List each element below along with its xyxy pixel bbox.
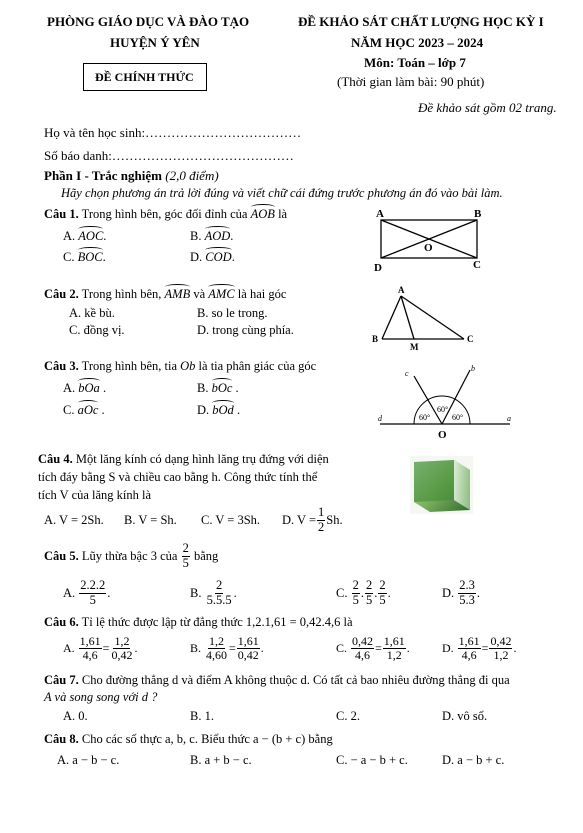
q4-line1: Câu 4. Một lăng kính có dạng hình lăng trụ đứng với diện — [38, 452, 329, 466]
q1-label: Câu 1. — [44, 207, 79, 221]
q1-fig-label-a: A — [376, 208, 384, 220]
q3-fig-label-b: b — [471, 364, 475, 373]
q3-fig-angle-3: 60° — [452, 413, 464, 422]
q6-option-d: D. $\frac{1,61}{4,6}$ = $\frac{0,42}{1,2}$ . — [442, 634, 517, 663]
department-name: PHÒNG GIÁO DỤC VÀ ĐÀO TẠO — [47, 14, 250, 29]
q3-fig-label-c: c — [405, 369, 409, 378]
subject: Môn: Toán – lớp 7 — [364, 55, 466, 70]
student-name-field: Họ và tên học sinh:……………………………… — [44, 125, 302, 140]
q1-fig-label-c: C — [473, 259, 481, 271]
district-name: HUYỆN Ý YÊN — [110, 35, 200, 50]
q4-line2: tích đáy bằng S và chiều cao bằng h. Công thức tính thể — [38, 470, 318, 484]
q4-option-a: A. V = 2Sh. — [44, 513, 104, 527]
q1-fig-label-o: O — [424, 242, 433, 254]
school-year: NĂM HỌC 2023 – 2024 — [351, 35, 484, 50]
q1-option-c: C. BOC. — [63, 250, 106, 264]
q2-fig-label-c: C — [467, 334, 474, 344]
exam-title: ĐỀ KHẢO SÁT CHẤT LƯỢNG HỌC KỲ I — [298, 14, 544, 29]
q7-option-d: D. vô số. — [442, 709, 488, 723]
q7-option-a: A. 0. — [63, 709, 88, 723]
q3-option-a: A. bOa . — [63, 381, 107, 395]
q7-line2: A và song song với d ? — [44, 690, 158, 704]
q6-stem: Câu 6. Tỉ lệ thức được lập từ đẳng thức 1,2.1,61 = 0,42.4,6 là — [44, 615, 353, 629]
q4-line3: tích V của lăng kính là — [38, 488, 152, 502]
part1-title: Phần I - Trắc nghiệm — [44, 168, 162, 183]
q4-option-b: B. V = Sh. — [124, 513, 177, 527]
q2-stem: Câu 2. Trong hình bên, AMB và AMC là hai góc — [44, 287, 287, 301]
q2-angle-1: AMB — [164, 287, 191, 301]
q3-fig-label-o: O — [438, 429, 447, 441]
q2-option-d: D. trong cùng phía. — [197, 323, 294, 337]
q8-option-b: B. a + b − c. — [190, 753, 252, 767]
prism-image — [410, 456, 473, 514]
q8-option-d: D. a − b + c. — [442, 753, 505, 767]
q2-figure-triangle — [368, 284, 488, 352]
q2-option-b: B. so le trong. — [197, 306, 268, 320]
official-label: ĐỀ CHÍNH THỨC — [95, 70, 194, 84]
q7-option-b: B. 1. — [190, 709, 214, 723]
q5-option-d: D. $\frac{2.3}{5.3}$ . — [442, 578, 481, 607]
q5-stem: Câu 5. Lũy thừa bậc 3 của $\frac{2}{5}$ bằng — [44, 541, 219, 570]
q1-fig-label-b: B — [474, 208, 482, 220]
q7-option-c: C. 2. — [336, 709, 360, 723]
q1-tail: là — [278, 207, 288, 221]
q3-fig-angle-1: 60° — [419, 413, 431, 422]
part1-heading — [44, 168, 219, 184]
q6-option-c: C. $\frac{0,42}{4,6}$ = $\frac{1,61}{1,2}$ . — [336, 634, 410, 663]
q3-figure-rays — [370, 362, 520, 442]
time-limit: (Thời gian làm bài: 90 phút) — [337, 74, 485, 89]
q6-option-a: A. $\frac{1,61}{4,6}$ = $\frac{1,2}{0,42}$ . — [63, 634, 138, 663]
q8-stem: Câu 8. Cho các số thực a, b, c. Biểu thức a − (b + c) bằng — [44, 732, 333, 746]
q8-option-a: A. a − b − c. — [57, 753, 120, 767]
q1-figure-rectangle — [370, 205, 500, 277]
q4-option-d: D. V = $\frac{1}{2}$ Sh. — [282, 505, 343, 534]
q2-fig-label-m: M — [410, 342, 419, 352]
student-id-field: Số báo danh:…………………………………… — [44, 148, 294, 163]
q4-option-c: C. V = 3Sh. — [201, 513, 261, 527]
q6-option-b: B. $\frac{1,2}{4,60}$ = $\frac{1,61}{0,42}$ . — [190, 634, 264, 663]
pages-note: Đề khảo sát gồm 02 trang. — [418, 100, 557, 115]
q2-option-c: C. đồng vị. — [69, 323, 125, 337]
q7-line1: Câu 7. Cho đường thẳng d và điểm A không thuộc d. Có tất cả bao nhiêu đường thẳng đi qua — [44, 673, 510, 687]
part1-points: (2,0 điểm) — [165, 168, 219, 183]
q1-stem — [44, 207, 287, 222]
q3-option-b: B. bOc . — [197, 381, 239, 395]
q2-fig-label-b: B — [372, 334, 379, 344]
q2-angle-2: AMC — [208, 287, 235, 301]
q2-fig-label-a: A — [398, 285, 405, 295]
q3-fig-label-a: a — [507, 414, 511, 423]
q1-option-b: B. AOD. — [190, 229, 234, 243]
q8-option-c: C. − a − b + c. — [336, 753, 408, 767]
q3-option-d: D. bOd . — [197, 403, 241, 417]
q5-option-c: C. $\frac{2}{5}$ . $\frac{2}{5}$ . $\frac{2}{5}$ . — [336, 578, 391, 607]
q2-option-a: A. kề bù. — [69, 306, 115, 320]
q1-angle: AOB — [250, 207, 275, 221]
q1-option-a: A. AOC. — [63, 229, 107, 243]
q3-fig-label-d: d — [378, 414, 382, 423]
part1-instruction: Hãy chọn phương án trả lời đúng và viết chữ cái đứng trước phương án đó vào bài làm. — [61, 186, 503, 200]
q3-option-c: C. aOc . — [63, 403, 105, 417]
q3-stem: Câu 3. Trong hình bên, tia Ob là tia phân giác của góc — [44, 359, 317, 373]
q3-fig-angle-2: 60° — [437, 405, 449, 414]
q5-option-b: B. $\frac{2}{5.5.5}$ . — [190, 578, 237, 607]
q1-fig-label-d: D — [374, 262, 382, 274]
q5-option-a: A. $\frac{2.2.2}{5}$ . — [63, 578, 111, 607]
q1-option-d: D. COD. — [190, 250, 235, 264]
q1-text: Trong hình bên, góc đối đỉnh của — [81, 207, 248, 221]
